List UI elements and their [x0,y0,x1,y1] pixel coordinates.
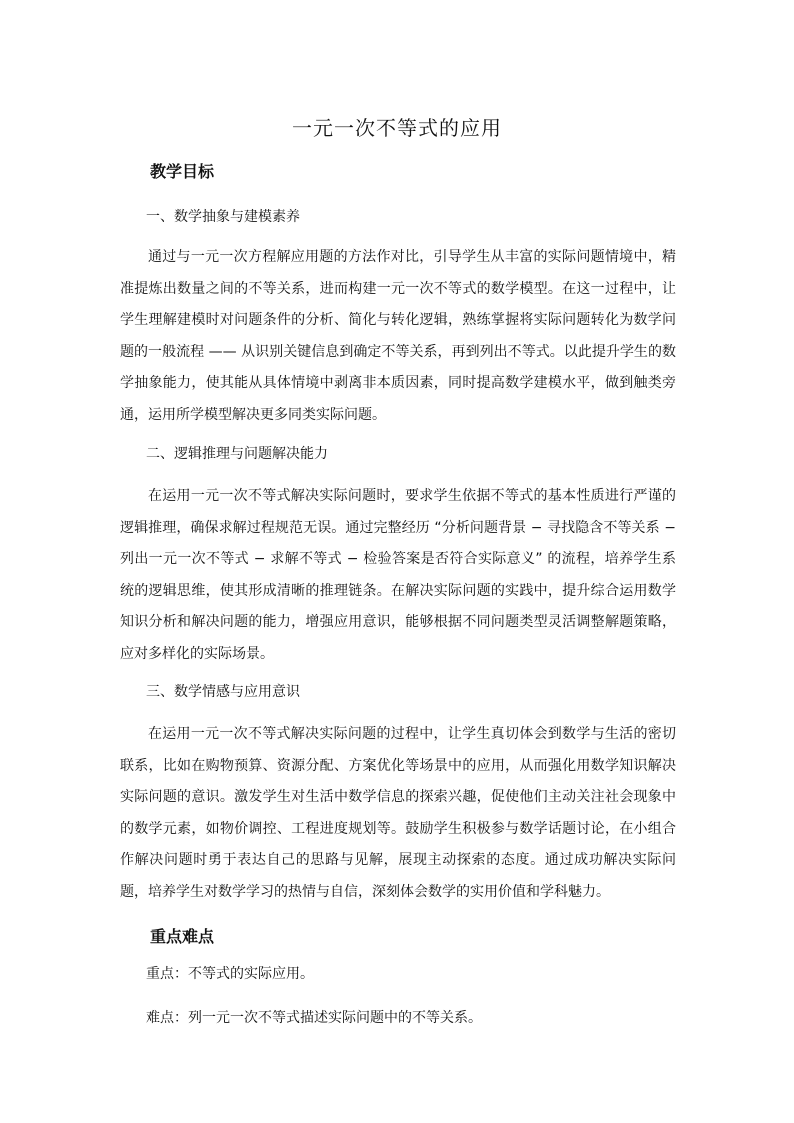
subheading-modeling: 一、数学抽象与建模素养 [146,209,300,225]
difficulty-text: 难点：列一元一次不等式描述实际问题中的不等关系。 [146,1010,482,1026]
subheading-reasoning: 二、逻辑推理与问题解决能力 [146,446,328,462]
document-title: 一元一次不等式的应用 [292,116,502,140]
paragraph-emotion: 在运用一元一次不等式解决实际问题的过程中，让学生真切体会到数学与生活的密切联系，比如在购物预算、资源分配、方案优化等场景中的应用，从而强化用数学知识解决实际问题的意识。激发学生对生活中数学信息的探索兴趣，促使他们主动关注社会现象中的数学元素，如物价调控、工程进度规划等。鼓励学生积极参与数学话题讨论，在小组合作解决问题时勇于表达自己的思路与见解，展现主动探索的态度。通过成功解决实际问题，培养学生对数学学习的热情与自信，深刻体会数学的实用价值和学科魅力。 [120,726,676,900]
key-point-text: 重点：不等式的实际应用。 [146,966,314,982]
paragraph-modeling: 通过与一元一次方程解应用题的方法作对比，引导学生从丰富的实际问题情境中，精准提炼出数量之间的不等关系，进而构建一元一次不等式的数学模型。在这一过程中，让学生理解建模时对问题条件的分析、简化与转化逻辑，熟练掌握将实际问题转化为数学问题的一般流程 —— 从识别关键信息到确定不等关系，再到列出不等式。以此提升学生的数学抽象能力，使其能从具体情境中剥离非本质因素，同时提高数学建模水平，做到触类旁通，运用所学模型解决更多同类实际问题。 [120,249,676,423]
section-heading-key-points: 重点难点 [150,927,215,946]
section-heading-objectives: 教学目标 [150,162,215,181]
subheading-emotion: 三、数学情感与应用意识 [146,684,300,700]
paragraph-reasoning: 在运用一元一次不等式解决实际问题时，要求学生依据不等式的基本性质进行严谨的逻辑推理，确保求解过程规范无误。通过完整经历 “分析问题背景 − 寻找隐含不等关系 − 列出一元一次不等式 − 求解不等式 − 检验答案是否符合实际意义” 的流程，培养学生系统的逻辑思维，使其形成清晰的推理链条。在解决实际问题的实践中，提升综合运用数学知识分析和解决问题的能力，增强应用意识，能够根据不同问题类型灵活调整解题策略，应对多样化的实际场景。 [120,488,676,662]
